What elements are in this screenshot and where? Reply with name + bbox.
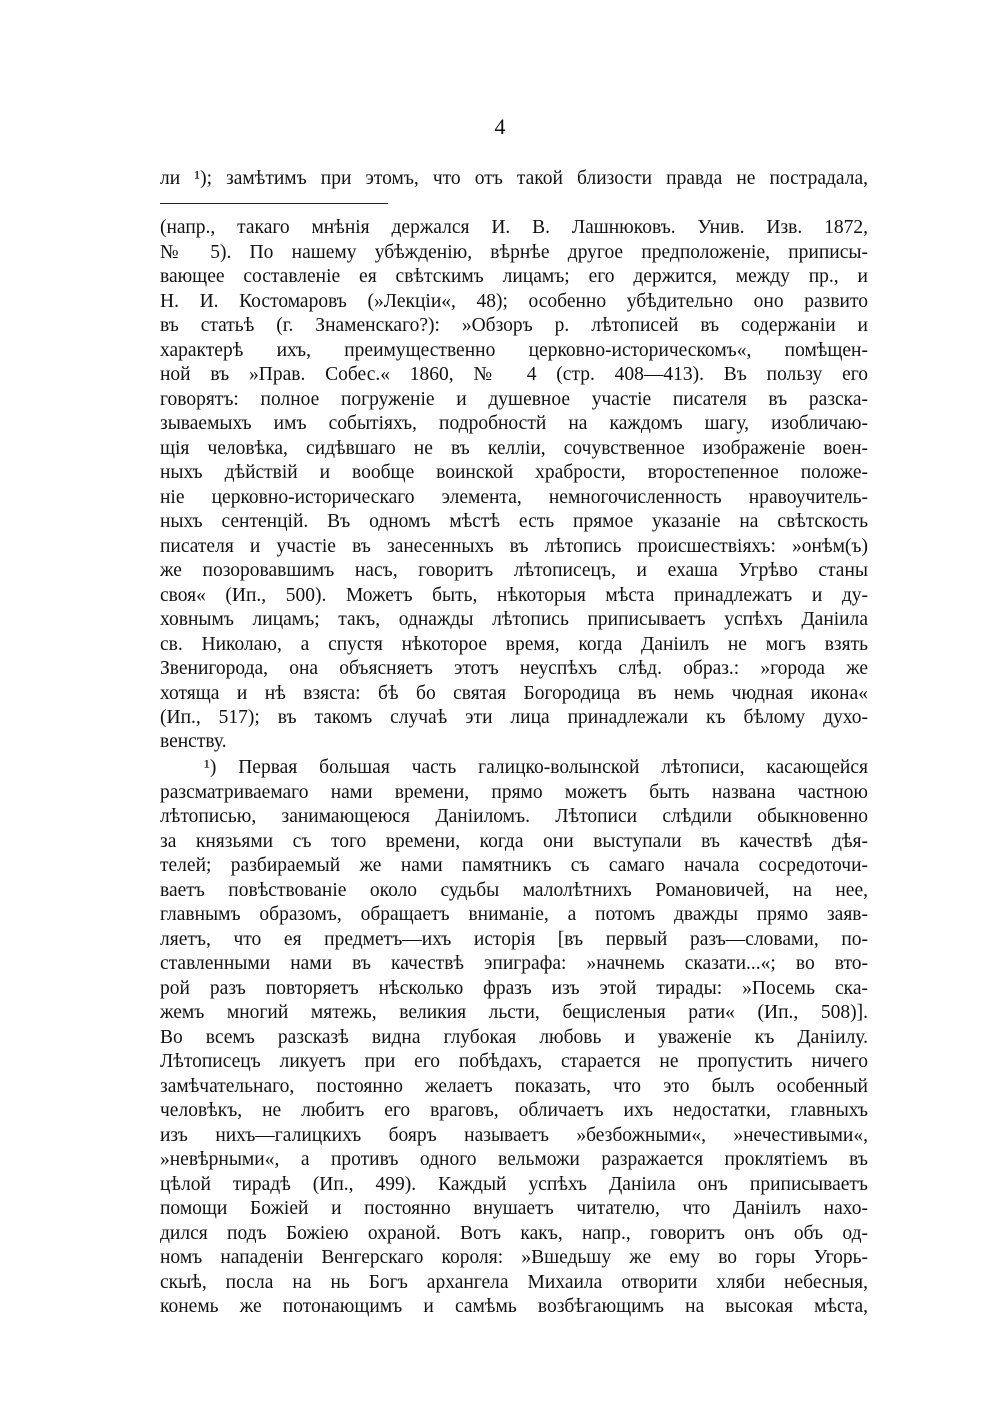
text-line: конемь же потонающимъ и самѣмь возбѣгающимъ на высокая мѣста, — [160, 1296, 868, 1317]
text-line: жемъ многий мятежь, великия льсти, бещисленыя рати« (Ип., 508)]. — [160, 1002, 868, 1023]
text-line: (Ип., 517); въ такомъ случаѣ эти лица принадлежали къ бѣлому духо- — [160, 707, 868, 728]
text-line: замѣчательнаго, постоянно желаетъ показать, что это былъ особенный — [160, 1076, 868, 1097]
text-line: ваетъ повѣствованіе около судьбы малолѣтнихъ Романовичей, на нее, — [160, 880, 868, 901]
text-line: разсматриваемаго нами времени, прямо можетъ быть названа частною — [160, 782, 868, 803]
text-line: рой разъ повторяетъ нѣсколько фразъ изъ этой тирады: »Посемь ска- — [160, 978, 868, 999]
text-line: Лѣтописецъ ликуетъ при его побѣдахъ, старается не пропустить ничего — [160, 1051, 868, 1072]
text-line: изъ нихъ—галицкихъ бояръ называетъ »безбожными«, »нечестивыми«, — [160, 1125, 868, 1146]
text-line: ляетъ, что ея предметъ—ихъ исторія [въ первый разъ—словами, по- — [160, 929, 868, 950]
text-line: (напр., такаго мнѣнія держался И. В. Лашнюковъ. Унив. Изв. 1872, — [160, 217, 868, 238]
text-line: хотяща и нѣ взяста: бѣ бо святая Богородица въ немь чюдная икона« — [160, 683, 868, 704]
text-line: номъ нападеніи Венгерскаго короля: »Вшедьшу же ему во горы Угорь- — [160, 1247, 868, 1268]
text-line: щія человѣка, сидѣвшаго не въ келліи, сочувственное изображеніе воен- — [160, 438, 868, 459]
text-line: зываемыхъ имъ событіяхъ, подробностй на каждомъ шагу, изобличаю- — [160, 413, 868, 434]
text-line: венству. — [160, 731, 227, 752]
text-line: телей; разбираемый же нами памятникъ съ самаго начала сосредоточи- — [160, 855, 868, 876]
text-line: »невѣрными«, а противъ одного вельможи разражается проклятіемъ въ — [160, 1149, 868, 1170]
text-line: ніе церковно-историческаго элемента, немногочисленность нравоучитель- — [160, 487, 868, 508]
text-line: лѣтописью, занимающеюся Даніиломъ. Лѣтописи слѣдили обыкновенно — [160, 806, 868, 827]
text-line: характерѣ ихъ, преимущественно церковно-историческомъ«, помѣщен- — [160, 340, 868, 361]
text-line: ныхъ сентенцій. Въ одномъ мѣстѣ есть прямое указаніе на свѣтскость — [160, 511, 868, 532]
page-number: 4 — [494, 114, 506, 139]
text-line: дился подъ Божіею охраной. Вотъ какъ, напр., говоритъ онъ объ од- — [160, 1223, 868, 1244]
text-line: ховнымъ лицамъ; такъ, однажды лѣтопись приписываетъ успѣхъ Даніила — [160, 609, 868, 630]
main-text-line: ли ¹); замѣтимъ при этомъ, что отъ такой близости правда не пострадала, — [160, 168, 868, 189]
text-line: ной въ »Прав. Собес.« 1860, № 4 (стр. 408—413). Въ пользу его — [160, 364, 868, 385]
text-line: ныхъ дѣйствій и вообще воинской храбрости, второстепенное положе- — [160, 462, 868, 483]
text-line: въ статьѣ (г. Знаменскаго?): »Обзоръ р. лѣтописей въ содержаніи и — [160, 315, 868, 336]
footnote-separator-rule — [160, 203, 388, 204]
footnote-1-first-line: ¹) Первая большая часть галицко-волынской лѣтописи, касающейся — [204, 757, 868, 778]
text-line: за князьями съ того времени, когда они выступали въ качествѣ дѣя- — [160, 831, 868, 852]
text-line: своя« (Ип., 500). Можетъ быть, нѣкоторыя мѣста принадлежатъ и ду- — [160, 585, 868, 606]
text-line: вающее составленіе ея свѣтскимъ лицамъ; его держится, между пр., и — [160, 266, 868, 287]
text-line: Н. И. Костомаровъ (»Лекціи«, 48); особенно убѣдительно оно развито — [160, 291, 868, 312]
text-line: св. Николаю, а спустя нѣкоторое время, когда Даніилъ не могъ взять — [160, 634, 868, 655]
text-line: цѣлой тирадѣ (Ип., 499). Каждый успѣхъ Даніила онъ приписываетъ — [160, 1174, 868, 1195]
text-line: Во всемъ разсказѣ видна глубокая любовь и уваженіе къ Даніилу. — [160, 1027, 868, 1048]
text-line: скыѣ, посла на нь Богъ архангела Михаила отворити хляби небесныя, — [160, 1272, 868, 1293]
text-line: писателя и участіе въ занесенныхъ въ лѣтопись происшествіяхъ: »онѣм(ъ) — [160, 536, 868, 557]
text-line: человѣкъ, не любитъ его враговъ, обличаетъ ихъ недостатки, главныхъ — [160, 1100, 868, 1121]
text-line: Звенигорода, она объясняетъ этотъ неуспѣхъ слѣд. образ.: »города же — [160, 658, 868, 679]
text-line: главнымъ образомъ, обращаетъ вниманіе, а потомъ дважды прямо заяв- — [160, 904, 868, 925]
text-line: ставленными нами въ качествѣ эпиграфа: »начнемь сказати...«; во вто- — [160, 953, 868, 974]
text-line: № 5). По нашему убѣжденію, вѣрнѣе другое предположеніе, приписы- — [160, 242, 868, 263]
text-line: говорятъ: полное погруженіе и душевное участіе писателя въ разска- — [160, 389, 868, 410]
text-line: помощи Божіей и постоянно внушаетъ читателю, что Даніилъ нахо- — [160, 1198, 868, 1219]
text-line: же позоровавшимъ насъ, говоритъ лѣтописецъ, и ехаша Угрѣво станы — [160, 560, 868, 581]
